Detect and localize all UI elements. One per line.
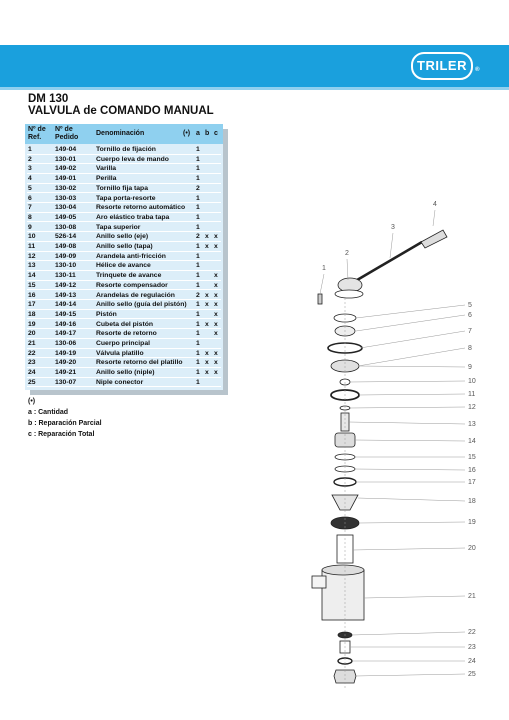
cell-ref: 19	[28, 320, 36, 328]
cell-denomination: Varilla	[96, 165, 117, 173]
cell-ref: 13	[28, 262, 36, 270]
leader-line	[347, 259, 348, 280]
legend-b: b : Reparación Parcial	[28, 420, 102, 427]
cell-quantity: 1	[196, 301, 200, 309]
cell-ref: 21	[28, 340, 36, 347]
cell-ref: 18	[28, 310, 36, 318]
cell-denomination: Tornillo de fijación	[96, 146, 156, 153]
table-row	[25, 164, 223, 174]
cell-order-number: 149-12	[55, 281, 77, 289]
leader-line	[364, 596, 465, 598]
leader-line	[358, 348, 465, 366]
lever-knob	[421, 230, 447, 248]
callout-label: 6	[468, 312, 472, 319]
leader-line	[352, 632, 465, 635]
cell-order-number: 149-15	[55, 310, 77, 318]
cell-order-number: 149-04	[55, 146, 77, 153]
table-row	[25, 252, 223, 262]
table-row	[25, 174, 223, 184]
callout-label: 15	[468, 454, 476, 461]
lever-rod	[352, 242, 422, 283]
cell-ref: 12	[28, 252, 36, 260]
parts-table-header	[25, 124, 223, 144]
leader-line	[358, 366, 465, 367]
cell-order-number: 130-07	[55, 378, 77, 386]
cell-partial-repair: x	[205, 369, 209, 377]
cell-total-repair: x	[214, 359, 218, 367]
leader-line	[356, 315, 465, 331]
leader-line	[356, 674, 465, 676]
table-row	[25, 232, 223, 242]
table-row	[25, 300, 223, 310]
table-row	[25, 368, 223, 378]
cell-order-number: 149-19	[55, 349, 77, 357]
callout-label: 7	[468, 328, 472, 335]
table-row	[25, 329, 223, 339]
cell-ref: 7	[28, 204, 32, 212]
cell-total-repair: x	[214, 272, 218, 280]
cell-denomination: Anillo sello (guía del pistón)	[96, 301, 187, 309]
cell-ref: 6	[28, 194, 32, 202]
callout-label: 17	[468, 479, 476, 486]
callout-label: 9	[468, 364, 472, 371]
cell-total-repair: x	[214, 243, 218, 250]
cell-denomination: Aro elástico traba tapa	[96, 213, 170, 221]
cam-body	[335, 278, 363, 298]
cell-order-number: 149-09	[55, 252, 77, 260]
cell-quantity: 1	[196, 378, 200, 386]
table-row	[25, 271, 223, 281]
table-row	[25, 223, 223, 233]
cell-ref: 24	[28, 369, 36, 377]
table-row	[25, 320, 223, 330]
cell-partial-repair: x	[205, 301, 209, 309]
cell-denomination: Tornillo fija tapa	[96, 184, 148, 192]
cell-denomination: Hélice de avance	[96, 262, 151, 270]
cell-denomination: Arandelas de regulación	[96, 291, 175, 299]
cell-quantity: 1	[196, 369, 200, 377]
leader-line	[349, 422, 465, 424]
cell-quantity: 1	[196, 349, 200, 357]
table-row	[25, 184, 223, 194]
brand-name: TRILER	[417, 58, 467, 73]
cell-order-number: 130-04	[55, 204, 77, 212]
registered-mark: ®	[475, 67, 480, 73]
callout-label: 1	[322, 265, 326, 272]
cell-denomination: Anillo sello (eje)	[96, 233, 149, 241]
table-row	[25, 213, 223, 223]
cell-denomination: Anillo sello (niple)	[96, 369, 155, 377]
callout-label: 25	[468, 671, 476, 678]
cell-ref: 14	[28, 272, 36, 280]
cell-quantity: 1	[196, 359, 200, 367]
callout-label: 24	[468, 658, 476, 665]
header-ped-line2: Pedido	[55, 133, 79, 141]
brand-logo	[411, 52, 480, 80]
table-row	[25, 261, 223, 271]
header-c: c	[214, 130, 218, 137]
header-denomination: Denominación	[96, 130, 145, 137]
cell-quantity: 1	[196, 262, 200, 270]
leader-line	[359, 394, 465, 395]
leader-line	[360, 331, 465, 348]
cell-quantity: 1	[196, 330, 200, 338]
callout-label: 5	[468, 302, 472, 309]
cell-denomination: Resorte compensador	[96, 281, 168, 289]
header-ref-line2: Ref.	[28, 133, 42, 141]
cell-ref: 17	[28, 301, 36, 309]
cell-quantity: 2	[196, 291, 200, 299]
cell-quantity: 1	[196, 146, 200, 153]
cell-denomination: Resorte retorno del platillo	[96, 359, 183, 367]
callout-label: 20	[468, 545, 476, 552]
cell-partial-repair: x	[205, 291, 209, 299]
leader-line	[320, 274, 324, 294]
cell-ref: 1	[28, 146, 32, 153]
callout-label: 23	[468, 644, 476, 651]
cell-ref: 23	[28, 359, 36, 367]
cell-quantity: 1	[196, 213, 200, 221]
cell-order-number: 130-11	[55, 272, 76, 280]
part-main-body	[312, 565, 364, 620]
callout-label: 16	[468, 467, 476, 474]
cell-ref: 5	[28, 184, 32, 192]
cell-order-number: 149-21	[55, 369, 77, 377]
legend-c: c : Reparación Total	[28, 431, 95, 438]
header-mark: (•)	[183, 130, 191, 137]
cell-quantity: 1	[196, 223, 200, 231]
cell-ref: 16	[28, 291, 36, 299]
cell-order-number: 130-03	[55, 194, 77, 202]
cell-ref: 10	[28, 233, 36, 241]
cell-total-repair: x	[214, 320, 218, 328]
cell-quantity: 1	[196, 310, 200, 318]
cell-quantity: 1	[196, 204, 200, 212]
table-row	[25, 281, 223, 291]
cell-quantity: 1	[196, 281, 200, 289]
leader-line	[356, 305, 465, 318]
cell-quantity: 1	[196, 252, 200, 260]
leader-line	[350, 381, 465, 382]
cell-ref: 4	[28, 175, 32, 183]
table-row	[25, 378, 223, 388]
cell-total-repair: x	[214, 233, 218, 241]
callout-label: 14	[468, 438, 476, 445]
cell-denomination: Resorte retorno automático	[96, 204, 186, 212]
cell-quantity: 1	[196, 175, 200, 183]
leader-line	[353, 548, 465, 550]
cell-denomination: Cubeta del pistón	[96, 320, 154, 328]
cell-quantity: 2	[196, 184, 200, 192]
cell-order-number: 149-16	[55, 320, 77, 328]
cell-ref: 11	[28, 243, 36, 250]
table-row	[25, 155, 223, 165]
leader-line	[433, 210, 435, 226]
cell-quantity: 1	[196, 272, 200, 280]
cell-order-number: 130-02	[55, 184, 77, 192]
callout-label: 11	[468, 391, 476, 398]
cell-denomination: Perilla	[96, 175, 117, 183]
table-row	[25, 358, 223, 368]
cell-denomination: Cuerpo principal	[96, 340, 151, 347]
cell-order-number: 149-02	[55, 165, 77, 173]
callout-label: 8	[468, 345, 472, 352]
leader-line	[390, 233, 393, 258]
cell-total-repair: x	[214, 291, 218, 299]
cell-order-number: 149-01	[55, 175, 77, 183]
cell-denomination: Cuerpo leva de mando	[96, 155, 169, 163]
cell-order-number: 130-01	[55, 155, 77, 163]
table-row	[25, 339, 223, 349]
document-title: VALVULA de COMANDO MANUAL	[28, 105, 214, 117]
cell-quantity: 1	[196, 155, 200, 163]
callout-label: 3	[391, 224, 395, 231]
leader-line	[355, 440, 465, 441]
callout-label: 13	[468, 421, 476, 428]
cell-order-number: 526-14	[55, 233, 77, 241]
cell-partial-repair: x	[205, 320, 209, 328]
legend-a: a : Cantidad	[28, 409, 69, 416]
legend-mark: (•)	[28, 398, 36, 405]
table-row	[25, 349, 223, 359]
table-row	[25, 291, 223, 301]
callout-label: 12	[468, 404, 476, 411]
cell-denomination: Resorte de retorno	[96, 330, 157, 338]
exploded-diagram	[300, 198, 505, 698]
cell-order-number: 149-08	[55, 243, 77, 250]
fixing-screw	[318, 294, 322, 304]
cell-ref: 25	[28, 378, 36, 386]
cell-denomination: Tapa superior	[96, 223, 141, 231]
cell-total-repair: x	[214, 369, 218, 377]
cell-order-number: 149-14	[55, 301, 77, 309]
callout-label: 10	[468, 378, 476, 385]
callout-label: 22	[468, 629, 476, 636]
cell-quantity: 1	[196, 320, 200, 328]
callout-label: 4	[433, 201, 437, 208]
cell-partial-repair: x	[205, 359, 209, 367]
cell-denomination: Niple conector	[96, 378, 144, 386]
cell-partial-repair: x	[205, 349, 209, 357]
cell-total-repair: x	[214, 349, 218, 357]
cell-ref: 8	[28, 213, 32, 221]
cell-total-repair: x	[214, 330, 218, 338]
cell-ref: 15	[28, 281, 36, 289]
cell-denomination: Pistón	[96, 310, 117, 318]
cell-quantity: 1	[196, 340, 200, 347]
cell-ref: 22	[28, 349, 36, 357]
leader-line	[355, 469, 465, 470]
cell-denomination: Arandela anti-fricción	[96, 252, 166, 260]
cell-partial-repair: x	[205, 243, 209, 250]
cell-ref: 9	[28, 223, 32, 231]
cell-ref: 3	[28, 165, 32, 173]
cell-order-number: 130-08	[55, 223, 77, 231]
cell-order-number: 149-17	[55, 330, 77, 338]
cell-denomination: Anillo sello (tapa)	[96, 243, 153, 250]
cell-denomination: Válvula platillo	[96, 349, 144, 357]
cell-quantity: 1	[196, 243, 200, 250]
cell-order-number: 130-10	[55, 262, 77, 270]
table-row	[25, 310, 223, 320]
parts-table	[25, 124, 223, 390]
cell-ref: 20	[28, 330, 36, 338]
callout-label: 21	[468, 593, 476, 600]
leader-line	[350, 407, 465, 408]
cell-total-repair: x	[214, 281, 218, 289]
cell-quantity: 1	[196, 194, 200, 202]
callout-label: 18	[468, 498, 476, 505]
cell-partial-repair: x	[205, 233, 209, 241]
table-row	[25, 203, 223, 213]
document-code: DM 130	[28, 93, 69, 105]
leader-line	[359, 522, 465, 523]
leader-line	[358, 498, 465, 501]
cell-ref: 2	[28, 155, 32, 163]
header-a: a	[196, 130, 200, 137]
cell-quantity: 1	[196, 165, 200, 173]
table-row	[25, 145, 223, 155]
table-row	[25, 242, 223, 252]
cell-total-repair: x	[214, 301, 218, 309]
table-row	[25, 194, 223, 204]
cell-denomination: Tapa porta-resorte	[96, 194, 156, 202]
callout-label: 2	[345, 250, 349, 257]
header-ped-line1: Nº de	[55, 126, 73, 133]
cell-order-number: 149-05	[55, 213, 77, 221]
cell-total-repair: x	[214, 310, 218, 318]
cell-quantity: 2	[196, 233, 200, 241]
cell-denomination: Trinquete de avance	[96, 272, 162, 280]
header-ref-line1: Nº de	[28, 126, 46, 133]
callout-label: 19	[468, 519, 476, 526]
cell-order-number: 149-13	[55, 291, 77, 299]
cell-order-number: 149-20	[55, 359, 77, 367]
header-b: b	[205, 130, 210, 137]
cell-order-number: 130-06	[55, 340, 77, 347]
